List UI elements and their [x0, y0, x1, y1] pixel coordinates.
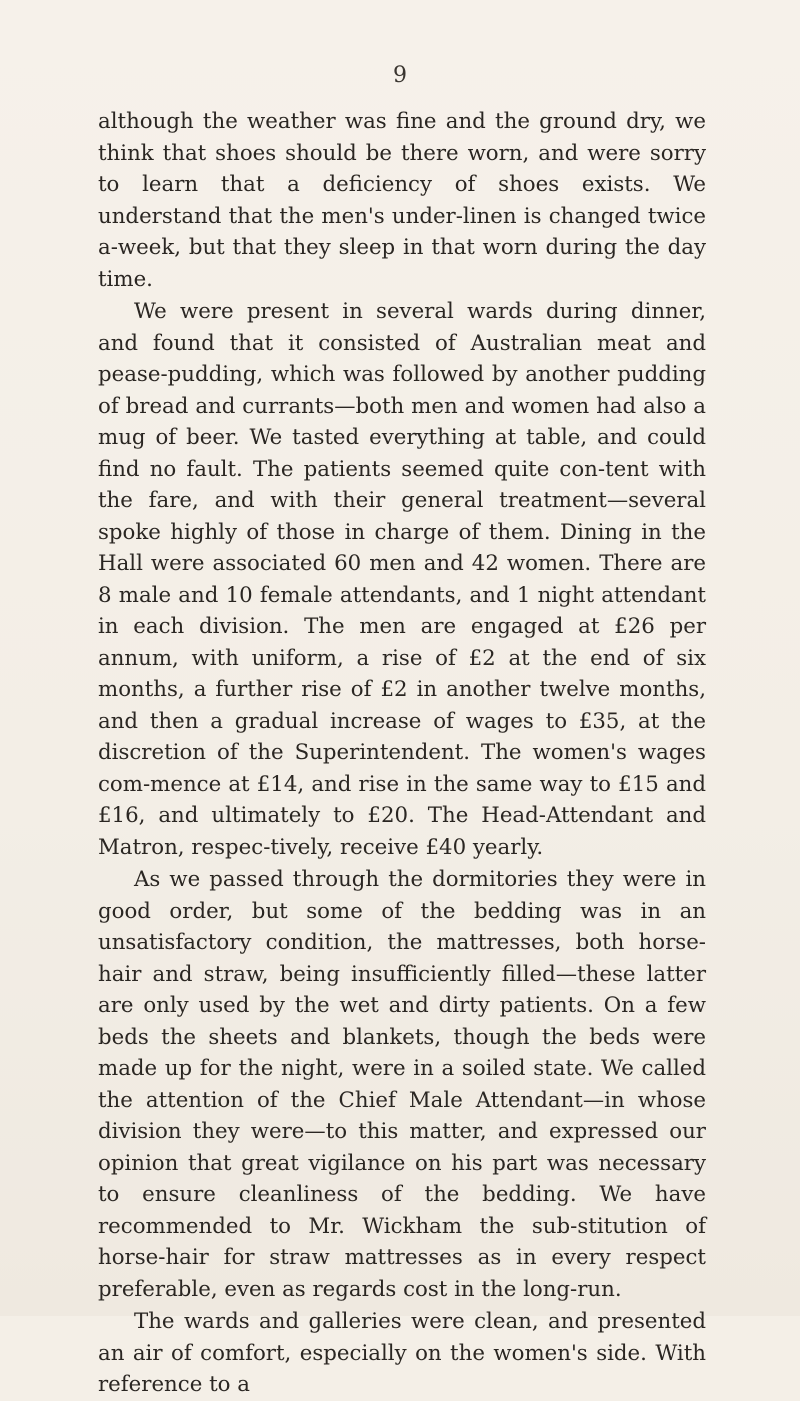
page-number: 9	[393, 63, 407, 88]
paragraph-2: We were present in several wards during dinner, and found that it consisted of Australian meat and pease-pudding, which was followed by another pudding of bread and currants—both men and women had also a mug of beer. We tasted everything at table, and could find no fault. The patients seemed quite con-tent with the fare, and with their general treatment—several spoke highly of those in charge of them. Dining in the Hall were associated 60 men and 42 women. There are 8 male and 10 female attendants, and 1 night attendant in each division. The men are engaged at £26 per annum, with uniform, a rise of £2 at the end of six months, a further rise of £2 in another twelve months, and then a gradual increase of wages to £35, at the discretion of the Superintendent. The women's wages com-mence at £14, and rise in the same way to £15 and £16, and ultimately to £20. The Head-Attendant and Matron, respec-tively, receive £40 yearly.	[98, 299, 706, 860]
paragraph-3: As we passed through the dormitories they were in good order, but some of the bedding was in an unsatisfactory condition, the mattresses, both horse-hair and straw, being insufficiently filled—these latter are only used by the wet and dirty patients. On a few beds the sheets and blankets, though the beds were made up for the night, were in a soiled state. We called the attention of the Chief Male Attendant—in whose division they were—to this matter, and expressed our opinion that great vigilance on his part was necessary to ensure cleanliness of the bedding. We have recommended to Mr. Wickham the sub-stitution of horse-hair for straw mattresses as in every respect preferable, even as regards cost in the long-run.	[98, 867, 706, 1302]
paragraph-1: although the weather was fine and the ground dry, we think that shoes should be there worn, and were sorry to learn that a deficiency of shoes exists. We understand that the men's under-linen is changed twice a-week, but that they sleep in that worn during the day time.	[98, 109, 706, 292]
body-text	[98, 106, 706, 1401]
paragraph-4: The wards and galleries were clean, and presented an air of comfort, especially on the women's side. With reference to a	[98, 1309, 706, 1397]
